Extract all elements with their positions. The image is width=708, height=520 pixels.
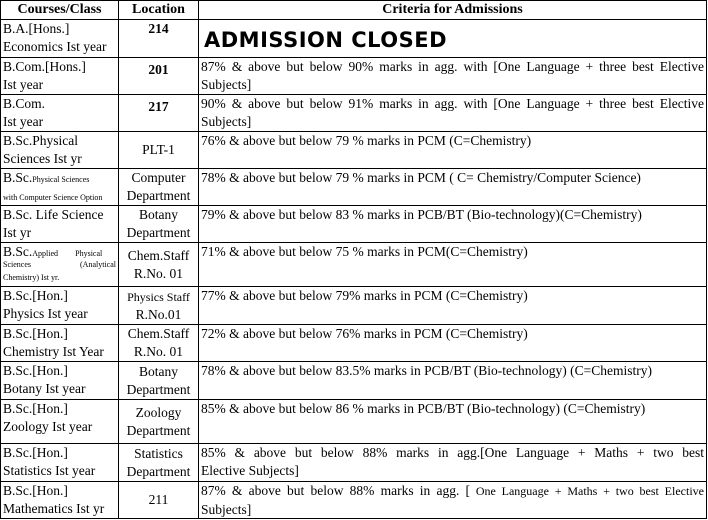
course-line: Mathematics Ist yr — [3, 500, 105, 516]
course-line-small: with Computer Science Option — [3, 192, 103, 202]
criteria-line: 78% & above but below 83.5% marks in PCB/BT (Bio-technology) (C=Chemistry) — [201, 363, 652, 378]
header-criteria: Criteria for Admissions — [199, 1, 707, 20]
location-cell — [119, 400, 199, 444]
course-line-small: Sciences (Analytical — [3, 260, 116, 269]
course-line: Botany Ist year — [3, 380, 86, 396]
criteria-cell — [199, 444, 707, 482]
criteria-line: Subjects] — [201, 113, 252, 129]
location-cell — [119, 95, 199, 132]
criteria-segment-small: One Language + Maths + two best Elective — [470, 484, 704, 498]
criteria-line: 87% & above but below 90% marks in agg. with [One Language + three best Elective — [201, 59, 704, 74]
course-line: B.Sc.[Hon.] — [3, 483, 68, 498]
criteria-cell — [199, 20, 707, 58]
location-line: 214 — [148, 21, 169, 36]
admission-closed-label: ADMISSION CLOSED — [204, 28, 448, 52]
criteria-line: 76% & above but below 79 % marks in PCM (C=Chemistry) — [201, 133, 532, 148]
course-cell — [1, 400, 119, 444]
criteria-cell — [199, 400, 707, 444]
criteria-cell — [199, 206, 707, 243]
course-line: B.Sc.[Hon.] — [3, 363, 68, 378]
header-location: Location — [119, 1, 199, 20]
location-cell — [119, 58, 199, 95]
course-cell — [1, 206, 119, 243]
course-line: B.Sc. Life Science — [3, 207, 104, 222]
course-line: B.Sc.Physical — [3, 133, 79, 148]
criteria-line: 90% & above but below 91% marks in agg. with [One Language + three best Elective — [201, 96, 704, 111]
criteria-cell — [199, 169, 707, 206]
criteria-cell — [199, 58, 707, 95]
course-line: Sciences Ist yr — [3, 150, 82, 166]
course-line: Ist yr — [3, 224, 32, 240]
course-line: B.Sc. — [3, 170, 33, 185]
criteria-cell — [199, 287, 707, 325]
location-line: Chem.Staff — [127, 326, 190, 341]
course-cell — [1, 362, 119, 400]
course-line: Economics Ist year — [3, 38, 107, 54]
table-row — [1, 325, 707, 362]
course-line: B.Sc.[Hon.] — [3, 326, 68, 341]
course-line: B.Sc.[Hon.] — [3, 445, 68, 460]
criteria-line — [201, 482, 704, 501]
table-row — [1, 243, 707, 287]
criteria-line: Subjects] — [201, 501, 252, 517]
criteria-cell — [199, 325, 707, 362]
table-row — [1, 206, 707, 243]
location-line: Statistics — [134, 445, 183, 461]
course-cell — [1, 132, 119, 169]
course-line: Ist year — [3, 113, 44, 129]
course-line: Ist year — [3, 76, 44, 92]
location-cell — [119, 482, 199, 519]
course-line-small: Chemistry) Ist yr. — [3, 273, 60, 282]
criteria-line: 85% & above but below 86 % marks in PCB/BT (Bio-technology) (C=Chemistry) — [201, 401, 646, 416]
location-line: PLT-1 — [142, 142, 175, 157]
criteria-cell — [199, 362, 707, 400]
location-line: 201 — [148, 62, 169, 77]
criteria-segment: 87% & above but below 88% marks in agg. [ — [201, 483, 471, 498]
table-row — [1, 58, 707, 95]
course-line: B.Sc.[Hon.] — [3, 401, 68, 416]
course-cell — [1, 243, 119, 287]
location-line: R.No. 01 — [133, 265, 184, 281]
course-line: B.Sc. — [3, 244, 33, 259]
table-row — [1, 132, 707, 169]
course-line: B.Sc.[Hon.] — [3, 288, 68, 303]
location-cell — [119, 325, 199, 362]
location-line: Department — [126, 422, 191, 438]
location-cell — [119, 206, 199, 243]
criteria-line: Subjects] — [201, 76, 252, 92]
location-line: Department — [126, 463, 191, 479]
header-course: Courses/Class — [1, 1, 119, 20]
course-line: Zoology Ist year — [3, 418, 93, 434]
course-cell — [1, 325, 119, 362]
course-cell — [1, 444, 119, 482]
location-cell — [119, 362, 199, 400]
criteria-cell — [199, 243, 707, 287]
criteria-cell — [199, 95, 707, 132]
course-cell — [1, 20, 119, 58]
location-line: R.No. 01 — [133, 344, 184, 359]
table-row — [1, 482, 707, 519]
location-line: Zoology — [135, 404, 182, 420]
course-cell — [1, 287, 119, 325]
table-row — [1, 287, 707, 325]
criteria-line: 85% & above but below 88% marks in agg.[One Language + Maths + two best — [201, 445, 704, 460]
location-line: Botany — [139, 207, 178, 222]
criteria-line: 71% & above but below 75 % marks in PCM(C=Chemistry) — [201, 244, 528, 259]
criteria-line: 78% & above but below 79 % marks in PCM ( C= Chemistry/Computer Science) — [201, 170, 641, 185]
course-line: B.A.[Hons.] — [3, 21, 70, 36]
location-line: Physics Staff — [127, 289, 190, 304]
location-line: Department — [126, 381, 191, 397]
location-line: Department — [126, 225, 191, 240]
location-line: Chem.Staff — [127, 247, 190, 263]
criteria-line: 79% & above but below 83 % marks in PCB/BT (Bio-technology)(C=Chemistry) — [201, 207, 642, 222]
course-line: Statistics Ist year — [3, 462, 96, 478]
course-line: Physics Ist year — [3, 305, 88, 321]
course-line: Chemistry Ist Year — [3, 343, 104, 359]
course-cell — [1, 58, 119, 95]
criteria-line: 72% & above but below 76% marks in PCM (C=Chemistry) — [201, 326, 528, 341]
location-cell — [119, 287, 199, 325]
location-line: 211 — [148, 492, 169, 507]
table-row — [1, 362, 707, 400]
location-line: Computer — [131, 170, 186, 185]
location-line: R.No.01 — [135, 306, 182, 322]
criteria-cell — [199, 482, 707, 519]
table-header-row — [1, 1, 707, 20]
location-cell — [119, 243, 199, 287]
table-row — [1, 444, 707, 482]
criteria-line: Elective Subjects] — [201, 462, 299, 478]
location-cell — [119, 169, 199, 206]
course-line-small: Applied Physical — [32, 249, 103, 258]
location-line: Botany — [139, 363, 178, 379]
location-line: 217 — [148, 99, 169, 114]
table-row — [1, 400, 707, 444]
course-line-small: Physical Sciences — [32, 175, 90, 184]
criteria-line: 77% & above but below 79% marks in PCM (C=Chemistry) — [201, 288, 528, 303]
location-line: Department — [126, 188, 191, 203]
location-cell — [119, 444, 199, 482]
course-cell — [1, 95, 119, 132]
location-cell — [119, 132, 199, 169]
criteria-cell — [199, 132, 707, 169]
course-cell — [1, 169, 119, 206]
course-line: B.Com.[Hons.] — [3, 59, 86, 74]
table-row — [1, 20, 707, 58]
course-cell — [1, 482, 119, 519]
location-cell — [119, 20, 199, 58]
course-line: B.Com. — [3, 96, 46, 111]
table-row — [1, 169, 707, 206]
table-row — [1, 95, 707, 132]
